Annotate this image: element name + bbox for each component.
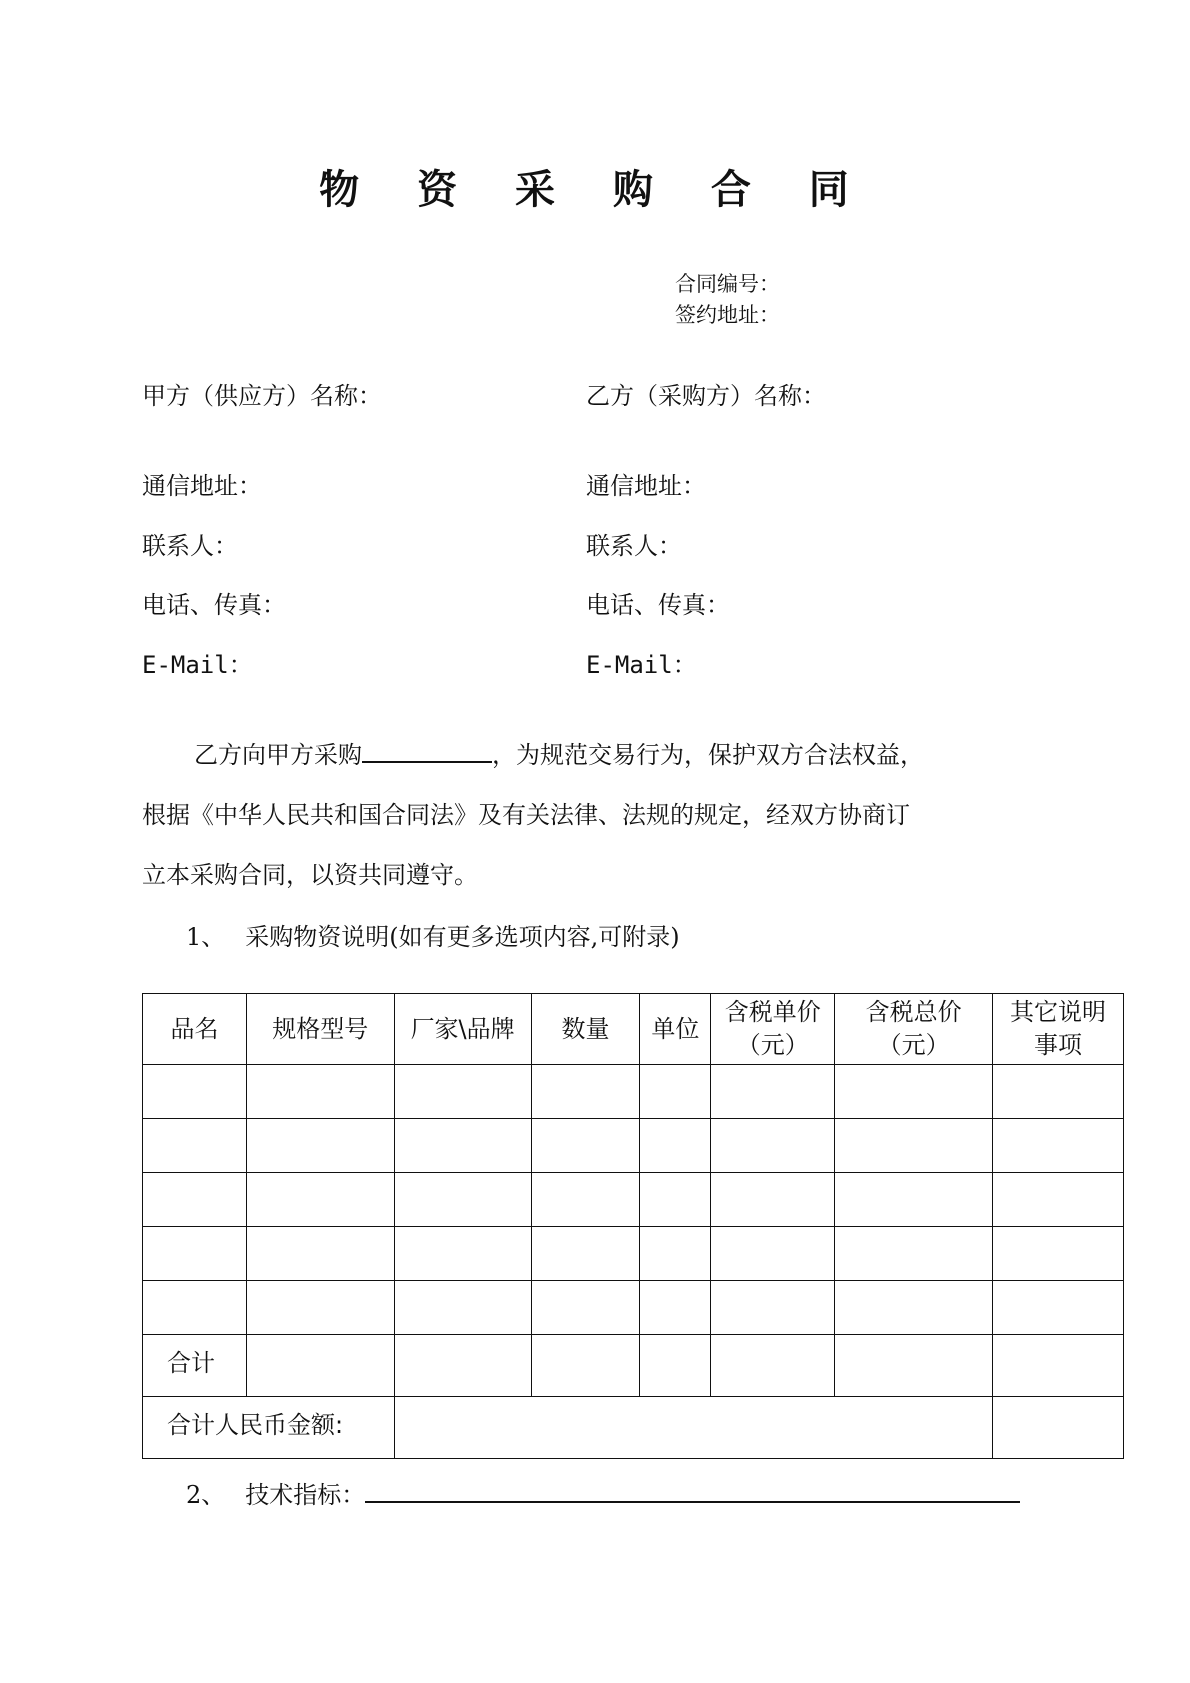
table-cell[interactable]: [711, 1065, 835, 1119]
table-cell[interactable]: [394, 1065, 531, 1119]
table-cell[interactable]: [835, 1119, 993, 1173]
contract-number-label: 合同编号：: [675, 272, 780, 296]
table-cell[interactable]: [993, 1397, 1124, 1459]
table-cell[interactable]: [711, 1119, 835, 1173]
header-unit: 单位: [640, 994, 711, 1065]
table-cell[interactable]: [246, 1335, 394, 1397]
table-cell[interactable]: [531, 1281, 640, 1335]
section-1-heading: [186, 917, 680, 952]
table-cell[interactable]: [246, 1281, 394, 1335]
table-cell[interactable]: [394, 1281, 531, 1335]
total-rmb-amount-cell[interactable]: [394, 1397, 992, 1459]
party-a-email-label: E-Mail：: [142, 651, 253, 679]
table-cell[interactable]: [993, 1173, 1124, 1227]
procurement-items-table: [142, 993, 1124, 1459]
party-a-contact-label: 联系人：: [142, 532, 238, 560]
table-cell[interactable]: [246, 1065, 394, 1119]
header-product-name: 品名: [143, 994, 247, 1065]
table-header-row: [143, 994, 1124, 1065]
table-cell[interactable]: [835, 1335, 993, 1397]
section-2-title: 技术指标：: [245, 1481, 366, 1509]
header-spec-model: 规格型号: [246, 994, 394, 1065]
table-cell[interactable]: [246, 1119, 394, 1173]
table-cell[interactable]: [993, 1281, 1124, 1335]
purchase-item-blank[interactable]: [362, 737, 492, 763]
table-cell[interactable]: [640, 1065, 711, 1119]
table-cell[interactable]: [531, 1119, 640, 1173]
table-cell[interactable]: [394, 1119, 531, 1173]
header-total-price-line2: （元）: [877, 1031, 950, 1059]
section-1-number: 1、: [186, 923, 226, 951]
table-cell[interactable]: [993, 1119, 1124, 1173]
header-unit-price: [711, 994, 835, 1065]
table-cell[interactable]: [835, 1173, 993, 1227]
intro-line-1: [194, 735, 924, 770]
total-rmb-row: [143, 1397, 1124, 1459]
party-b-contact-label: 联系人：: [586, 532, 682, 560]
section-2-number: 2、: [186, 1481, 226, 1509]
table-row: [143, 1227, 1124, 1281]
table-cell[interactable]: [143, 1065, 247, 1119]
technical-spec-blank[interactable]: [365, 1477, 1020, 1503]
table-cell[interactable]: [640, 1173, 711, 1227]
table-cell[interactable]: [246, 1227, 394, 1281]
intro-line-3: 立本采购合同，以资共同遵守。: [142, 861, 478, 889]
intro-line-1-start: 乙方向甲方采购: [194, 741, 362, 769]
header-quantity: 数量: [531, 994, 640, 1065]
section-2-heading: [186, 1475, 1020, 1510]
total-rmb-label: 合计人民币金额:: [143, 1397, 395, 1459]
table-cell[interactable]: [711, 1281, 835, 1335]
table-cell[interactable]: [531, 1065, 640, 1119]
intro-line-2: 根据《中华人民共和国合同法》及有关法律、法规的规定，经双方协商订: [142, 801, 910, 829]
table-row: [143, 1119, 1124, 1173]
header-other-notes-line2: 事项: [1034, 1031, 1083, 1059]
table-cell[interactable]: [993, 1227, 1124, 1281]
party-b-name-label: 乙方（采购方）名称：: [586, 382, 826, 410]
table-cell[interactable]: [835, 1227, 993, 1281]
table-cell[interactable]: [394, 1335, 531, 1397]
table-cell[interactable]: [246, 1173, 394, 1227]
table-cell[interactable]: [993, 1335, 1124, 1397]
table-cell[interactable]: [531, 1335, 640, 1397]
party-a-name-label: 甲方（供应方）名称：: [142, 382, 382, 410]
section-1-title: 采购物资说明(如有更多选项内容,可附录): [245, 923, 680, 951]
document-title: 物 资 采 购 合 同: [319, 167, 871, 213]
sign-place-label: 签约地址：: [675, 303, 780, 327]
table-cell[interactable]: [394, 1227, 531, 1281]
table-row: [143, 1281, 1124, 1335]
table-cell[interactable]: [640, 1227, 711, 1281]
table-cell[interactable]: [640, 1281, 711, 1335]
table-cell[interactable]: [143, 1173, 247, 1227]
table-cell[interactable]: [711, 1335, 835, 1397]
table-cell[interactable]: [640, 1119, 711, 1173]
table-row: [143, 1173, 1124, 1227]
table-cell[interactable]: [143, 1227, 247, 1281]
table-cell[interactable]: [640, 1335, 711, 1397]
table-cell[interactable]: [143, 1281, 247, 1335]
header-unit-price-line2: （元）: [736, 1031, 809, 1059]
header-unit-price-line1: 含税单价: [724, 998, 821, 1026]
table-cell[interactable]: [835, 1281, 993, 1335]
table-cell[interactable]: [835, 1065, 993, 1119]
party-b-address-label: 通信地址：: [586, 472, 706, 500]
table-cell[interactable]: [394, 1173, 531, 1227]
table-cell[interactable]: [711, 1227, 835, 1281]
table-cell[interactable]: [531, 1227, 640, 1281]
header-manufacturer-brand: 厂家\品牌: [394, 994, 531, 1065]
party-a-address-label: 通信地址：: [142, 472, 262, 500]
header-other-notes-line1: 其它说明: [1010, 998, 1107, 1026]
header-total-price: [835, 994, 993, 1065]
party-b-email-label: E-Mail：: [586, 651, 697, 679]
table-cell[interactable]: [531, 1173, 640, 1227]
intro-line-1-end: ，为规范交易行为，保护双方合法权益，: [492, 741, 924, 769]
table-cell[interactable]: [143, 1119, 247, 1173]
party-b-phone-label: 电话、传真：: [586, 591, 730, 619]
subtotal-row: [143, 1335, 1124, 1397]
party-a-phone-label: 电话、传真：: [142, 591, 286, 619]
table-cell[interactable]: [711, 1173, 835, 1227]
header-total-price-line1: 含税总价: [865, 998, 962, 1026]
header-other-notes: [993, 994, 1124, 1065]
subtotal-label: 合计: [143, 1335, 247, 1397]
table-cell[interactable]: [993, 1065, 1124, 1119]
table-row: [143, 1065, 1124, 1119]
